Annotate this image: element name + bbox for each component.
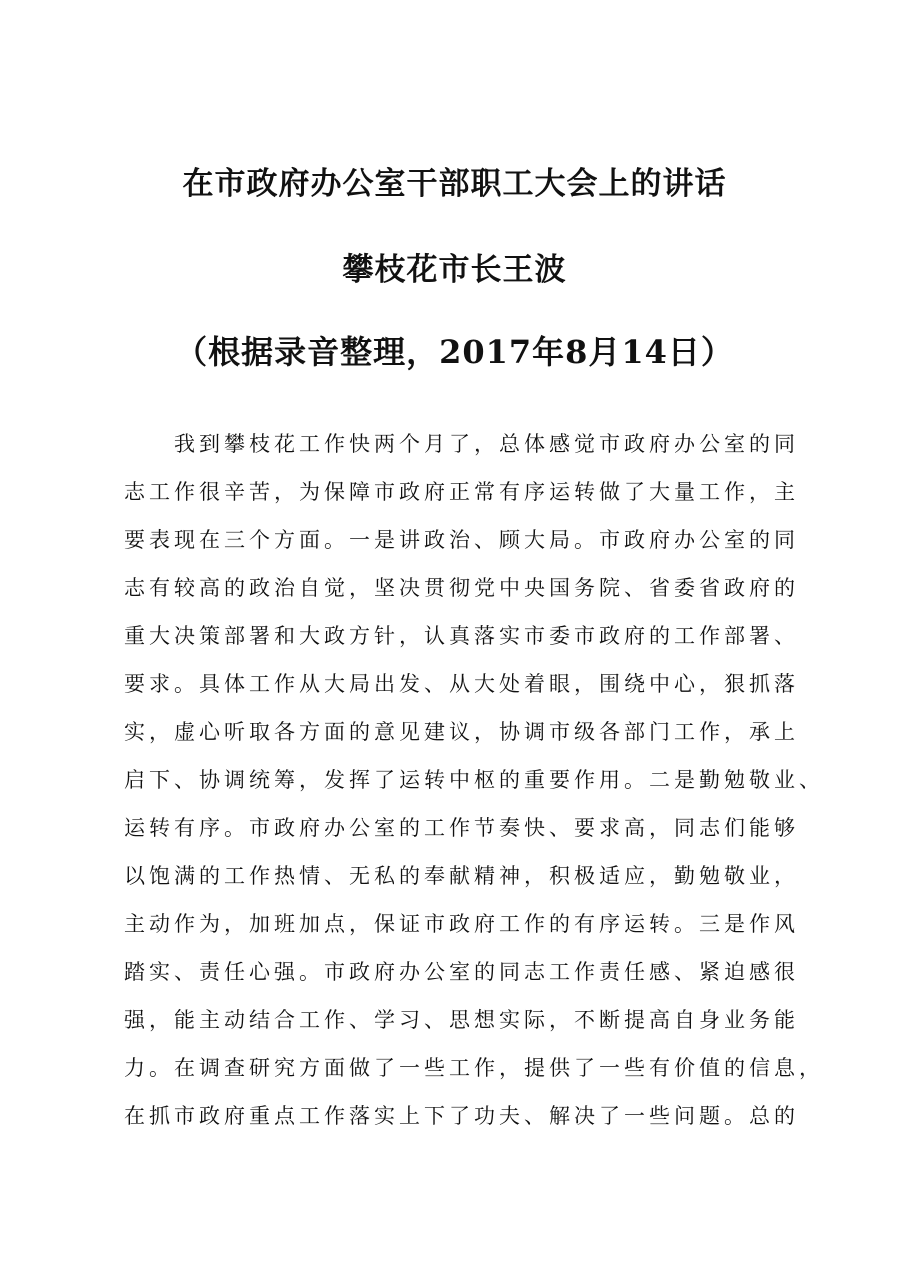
transcript-note: （根据录音整理，2017年8月14日）	[175, 333, 734, 371]
paragraph-line: 我到攀枝花工作快两个月了，总体感觉市政府办公室的同	[174, 432, 799, 456]
paragraph-line: 主动作为，加班加点，保证市政府工作的有序运转。三是作风	[124, 912, 799, 936]
paragraph-line: 启下、协调统筹，发挥了运转中枢的重要作用。二是勤勉敬业、	[124, 768, 824, 792]
paragraph-line: 运转有序。市政府办公室的工作节奏快、要求高，同志们能够	[124, 816, 799, 840]
paragraph-line: 在抓市政府重点工作落实上下了功夫、解决了一些问题。总的	[124, 1104, 799, 1128]
paragraph-line: 要表现在三个方面。一是讲政治、顾大局。市政府办公室的同	[124, 528, 799, 552]
body-paragraph	[124, 420, 824, 1140]
paragraph-line: 重大决策部署和大政方针，认真落实市委市政府的工作部署、	[124, 624, 799, 648]
document-title: 在市政府办公室干部职工大会上的讲话	[182, 166, 727, 202]
paragraph-line: 踏实、责任心强。市政府办公室的同志工作责任感、紧迫感很	[124, 960, 799, 984]
paragraph-line: 要求。具体工作从大局出发、从大处着眼，围绕中心，狠抓落	[124, 672, 799, 696]
paragraph-line: 志工作很辛苦，为保障市政府正常有序运转做了大量工作，主	[124, 480, 799, 504]
paragraph-line: 强，能主动结合工作、学习、思想实际，不断提高自身业务能	[124, 1008, 799, 1032]
paragraph-line: 以饱满的工作热情、无私的奉献精神，积极适应，勤勉敬业，	[124, 864, 799, 888]
paragraph-line: 实，虚心听取各方面的意见建议，协调市级各部门工作，承上	[124, 720, 799, 744]
paragraph-line: 力。在调查研究方面做了一些工作，提供了一些有价值的信息，	[124, 1056, 824, 1080]
speaker-line: 攀枝花市长王波	[342, 252, 567, 288]
paragraph-line: 志有较高的政治自觉，坚决贯彻党中央国务院、省委省政府的	[124, 576, 799, 600]
